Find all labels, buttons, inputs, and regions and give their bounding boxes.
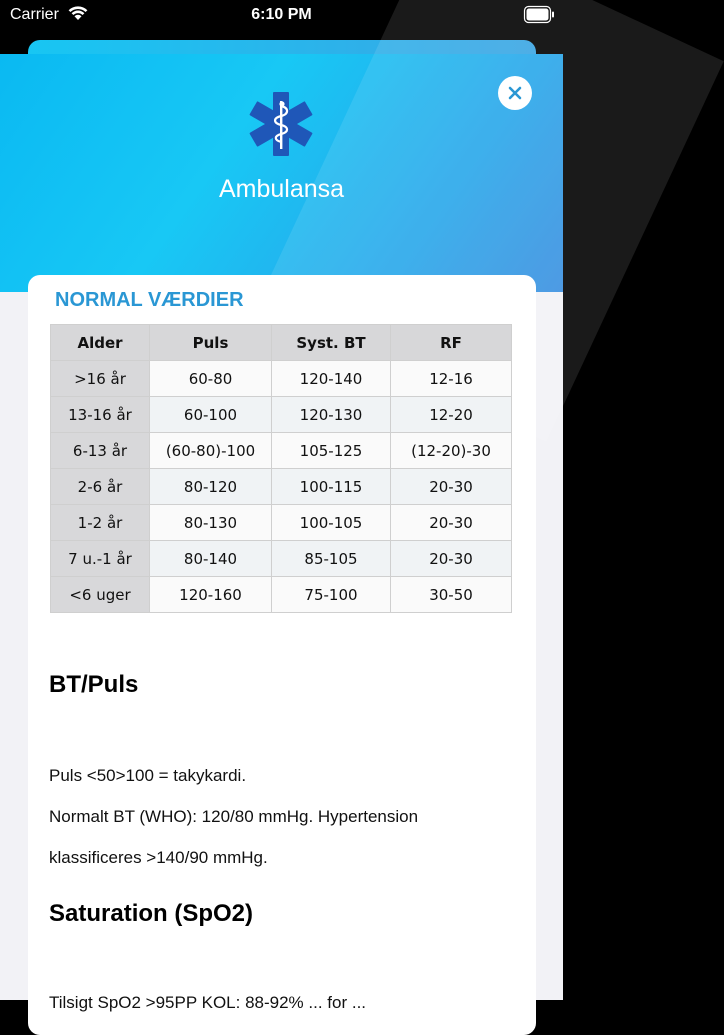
- table-row: [51, 397, 512, 433]
- table-cell: >16 år: [51, 361, 150, 397]
- table-cell: 80-120: [150, 469, 272, 505]
- table-header-row: [51, 325, 512, 361]
- table-cell: 2-6 år: [51, 469, 150, 505]
- table-row: [51, 361, 512, 397]
- table-cell: 80-140: [150, 541, 272, 577]
- table-row: [51, 577, 512, 613]
- table-cell: 12-16: [391, 361, 512, 397]
- table-cell: 20-30: [391, 541, 512, 577]
- table-cell: (12-20)-30: [391, 433, 512, 469]
- table-cell: 1-2 år: [51, 505, 150, 541]
- content-card: [28, 275, 536, 1035]
- column-header: Syst. BT: [272, 325, 391, 361]
- table-cell: 75-100: [272, 577, 391, 613]
- table-row: [51, 541, 512, 577]
- table-cell: 60-100: [150, 397, 272, 433]
- table-cell: 20-30: [391, 469, 512, 505]
- table-cell: 105-125: [272, 433, 391, 469]
- carrier-label: Carrier: [10, 6, 59, 23]
- star-of-life-icon: [249, 92, 313, 156]
- table-cell: (60-80)-100: [150, 433, 272, 469]
- table-cell: 12-20: [391, 397, 512, 433]
- bt-puls-text-2: Normalt BT (WHO): 120/80 mmHg. Hypertension: [49, 807, 419, 826]
- column-header: Alder: [51, 325, 150, 361]
- table-cell: 80-130: [150, 505, 272, 541]
- table-cell: 20-30: [391, 505, 512, 541]
- table-cell: 6-13 år: [51, 433, 150, 469]
- saturation-text-1: Tilsigt SpO2 >95PP KOL: 88-92% ... for ...: [49, 993, 367, 1012]
- close-icon: [507, 85, 523, 101]
- table-cell: 60-80: [150, 361, 272, 397]
- table-row: [51, 505, 512, 541]
- table-cell: 120-160: [150, 577, 272, 613]
- table-cell: 85-105: [272, 541, 391, 577]
- bt-puls-text-1: Puls <50>100 = takykardi.: [49, 766, 247, 785]
- modal-sheet: [0, 54, 563, 1012]
- table-cell: <6 uger: [51, 577, 150, 613]
- table-cell: 120-130: [272, 397, 391, 433]
- column-header: RF: [391, 325, 512, 361]
- modal-header: [0, 54, 563, 292]
- normal-values-table: [50, 324, 512, 613]
- table-row: [51, 433, 512, 469]
- page-title: Ambulansa: [218, 175, 345, 203]
- bt-puls-text-3: klassificeres >140/90 mmHg.: [49, 848, 268, 867]
- table-cell: 13-16 år: [51, 397, 150, 433]
- close-button[interactable]: [498, 76, 532, 110]
- table-cell: 120-140: [272, 361, 391, 397]
- table-cell: 100-115: [272, 469, 391, 505]
- table-cell: 30-50: [391, 577, 512, 613]
- bt-puls-heading: BT/Puls: [49, 671, 139, 698]
- status-time: 6:10 PM: [251, 6, 312, 23]
- table-row: [51, 469, 512, 505]
- table-cell: 7 u.-1 år: [51, 541, 150, 577]
- table-cell: 100-105: [272, 505, 391, 541]
- normal-values-heading: NORMAL VÆRDIER: [55, 289, 244, 311]
- column-header: Puls: [150, 325, 272, 361]
- saturation-heading: Saturation (SpO2): [49, 900, 254, 927]
